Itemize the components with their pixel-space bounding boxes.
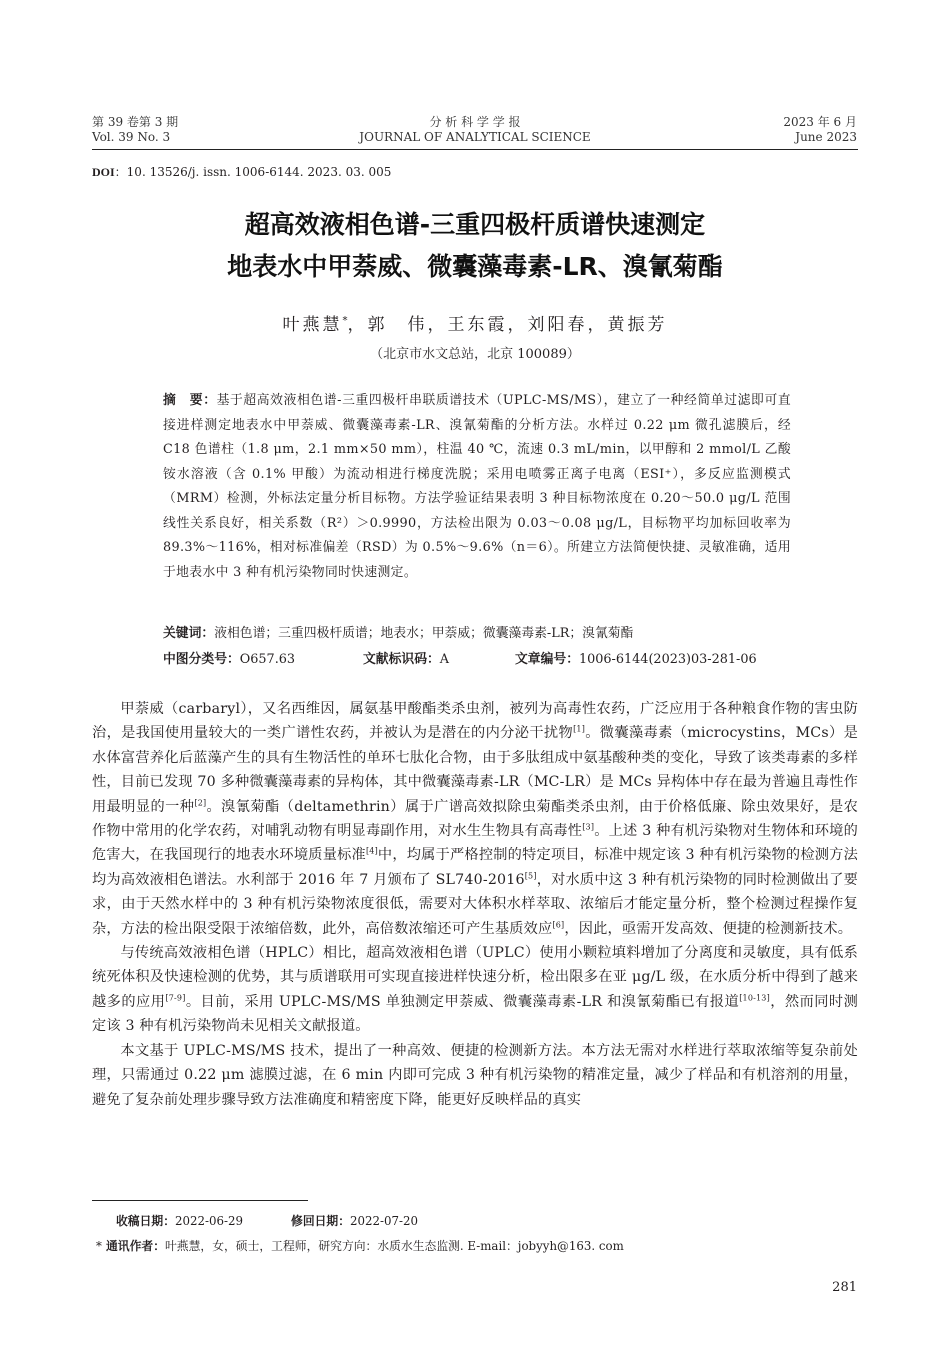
abstract (163, 389, 791, 585)
document-code: 文献标识码：A (363, 652, 450, 667)
corresponding-mark: * (96, 1239, 102, 1253)
corresponding-info: 叶燕慧，女，硕士，工程师，研究方向：水质水生态监测. E-mail：jobyyh@163. com (165, 1239, 624, 1253)
author-list (92, 310, 858, 335)
citation: [2] (194, 797, 207, 807)
date-en: June 2023 (795, 130, 857, 144)
first-author: 叶燕慧 (282, 315, 343, 335)
journal-name-en: JOURNAL OF ANALYTICAL SCIENCE (359, 130, 591, 144)
citation: [7-9] (165, 993, 186, 1003)
journal-volume-issue (92, 115, 178, 145)
citation: [10-13] (739, 993, 770, 1003)
header-divider (92, 149, 858, 150)
abstract-text: 基于超高效液相色谱-三重四极杆串联质谱技术（UPLC-MS/MS），建立了一种经简单过滤即可直接进样测定地表水中甲萘威、微囊藻毒素-LR、溴氰菊酯的分析方法。水样过 0.22 μm 微孔滤膜后，经 C18 色谱柱（1.8 μm，2.1 mm×50 mm），柱温 40 ℃，流速 0.3 mL/min，以甲醇和 2 mmol/L 乙酸铵水溶液（含 0.1% 甲酸）为流动相进行梯度洗脱；采用电喷雾正离子电离（ESI⁺），多反应监测模式（MRM）检测，外标法定量分析目标物。方法学验证结果表明 3 种目标物浓度在 0.20～50.0 μg/L 范围线性关系良好，相关系数（R²）＞0.9990，方法检出限为 0.03～0.08 μg/L，目标物平均加标回收率为 89.3%～116%，相对标准偏差（RSD）为 0.5%～9.6%（n＝6）。所建立方法简便快捷、灵敏准确，适用于地表水中 3 种有机污染物同时快速测定。 (163, 393, 791, 580)
title-line-2: 地表水中甲萘威、微囊藻毒素-LR、溴氰菊酯 (227, 252, 723, 281)
corresponding-mark: * (342, 315, 348, 327)
paragraph-1: 甲萘威（carbaryl），又名西维因，属氨基甲酸酯类杀虫剂，被列为高毒性农药，广泛应用于各种粮食作物的害虫防治，是我国使用量较大的一类广谱性农药，并被认为是潜在的内分泌干扰物[1]。微囊藻毒素（microcystins，MCs）是水体富营养化后蓝藻产生的具有生物活性的单环七肽化合物，由于多肽组成中氨基酸种类的变化，导致了该类毒素的多样性，目前已发现 70 多种微囊藻毒素的异构体，其中微囊藻毒素-LR（MC-LR）是 MCs 异构体中存在最为普遍且毒性作用最明显的一种[2]。溴氰菊酯（deltamethrin）属于广谱高效拟除虫菊酯类杀虫剂，由于价格低廉、除虫效果好，是农作物中常用的化学农药，对哺乳动物有明显毒副作用，对水生生物具有高毒性[3]。上述 3 种有机污染物对生物体和环境的危害大，在我国现行的地表水环境质量标准[4]中，均属于严格控制的特定项目，标准中规定该 3 种有机污染物的检测方法均为高效液相色谱法。水利部于 2016 年 7 月颁布了 SL740-2016[5]，对水质中这 3 种有机污染物的同时检测做出了要求，由于天然水样中的 3 种有机污染物浓度很低，需要对大体积水样萃取、浓缩后才能定量分析，整个检测过程操作复杂，方法的检出限受限于浓缩倍数，此外，高倍数浓缩还可产生基质效应[6]，因此，亟需开发高效、便捷的检测新技术。 (92, 701, 858, 937)
citation: [6] (552, 919, 565, 929)
article-number: 文章编号：1006-6144(2023)03-281-06 (515, 652, 757, 667)
page-number: 281 (832, 1280, 857, 1295)
keywords-text: 液相色谱；三重四极杆质谱；地表水；甲萘威；微囊藻毒素-LR；溴氰菊酯 (214, 626, 634, 641)
citation: [3] (582, 822, 595, 832)
doi (92, 163, 391, 180)
citation: [5] (524, 871, 537, 881)
volume-cn: 第 39 卷第 3 期 (92, 115, 179, 129)
date-cn: 2023 年 6 月 (783, 115, 857, 129)
received-date: 2022-06-29 (175, 1214, 244, 1228)
doi-label: DOI (92, 165, 115, 179)
volume-en: Vol. 39 No. 3 (92, 130, 171, 144)
other-authors: ，郭 伟，王东霞，刘阳春，黄振芳 (347, 315, 668, 335)
paper-title (92, 204, 858, 288)
citation: [4] (365, 846, 378, 856)
footnote-divider (92, 1200, 308, 1201)
journal-date (783, 115, 857, 145)
paragraph-3: 本文基于 UPLC-MS/MS 技术，提出了一种高效、便捷的检测新方法。本方法无需对水样进行萃取浓缩等复杂前处理，只需通过 0.22 μm 滤膜过滤，在 6 min 内即可完成 3 种有机污染物的精准定量，减少了样品和有机溶剂的用量，避免了复杂前处理步骤导致方法准确度和精密度下降，能更好反映样品的真实 (92, 1042, 858, 1108)
doi-value: ：10. 13526/j. issn. 1006-6144. 2023. 03. 005 (114, 165, 392, 179)
keywords-label: 关键词： (163, 626, 215, 641)
body-text (92, 697, 858, 1112)
paragraph-2: 与传统高效液相色谱（HPLC）相比，超高效液相色谱（UPLC）使用小颗粒填料增加了分离度和灵敏度，具有低系统死体积及快速检测的优势，其与质谱联用可实现直接进样快速分析，检出限多在亚 μg/L 级，在水质分析中得到了越来越多的应用[7-9]。目前，采用 UPLC-MS/MS 单独测定甲萘威、微囊藻毒素-LR 和溴氰菊酯已有报道[10-13]，然而同时测定该 3 种有机污染物尚未见相关文献报道。 (92, 945, 858, 1035)
revised-label: 修回日期： (291, 1214, 351, 1228)
keywords (163, 625, 791, 643)
footnote-corresponding (92, 1238, 858, 1254)
title-line-1: 超高效液相色谱-三重四极杆质谱快速测定 (244, 210, 706, 239)
journal-name (300, 115, 650, 145)
journal-name-cn: 分 析 科 学 学 报 (429, 115, 521, 129)
footnote-dates (92, 1213, 858, 1229)
corresponding-label: 通讯作者： (106, 1239, 165, 1253)
clc-number: 中图分类号：O657.63 (163, 652, 296, 667)
revised-date: 2022-07-20 (350, 1214, 419, 1228)
abstract-label: 摘 要： (163, 393, 217, 408)
citation: [1] (573, 724, 586, 734)
affiliation: （北京市水文总站，北京 100089） (370, 347, 580, 362)
received-label: 收稿日期： (116, 1214, 175, 1228)
